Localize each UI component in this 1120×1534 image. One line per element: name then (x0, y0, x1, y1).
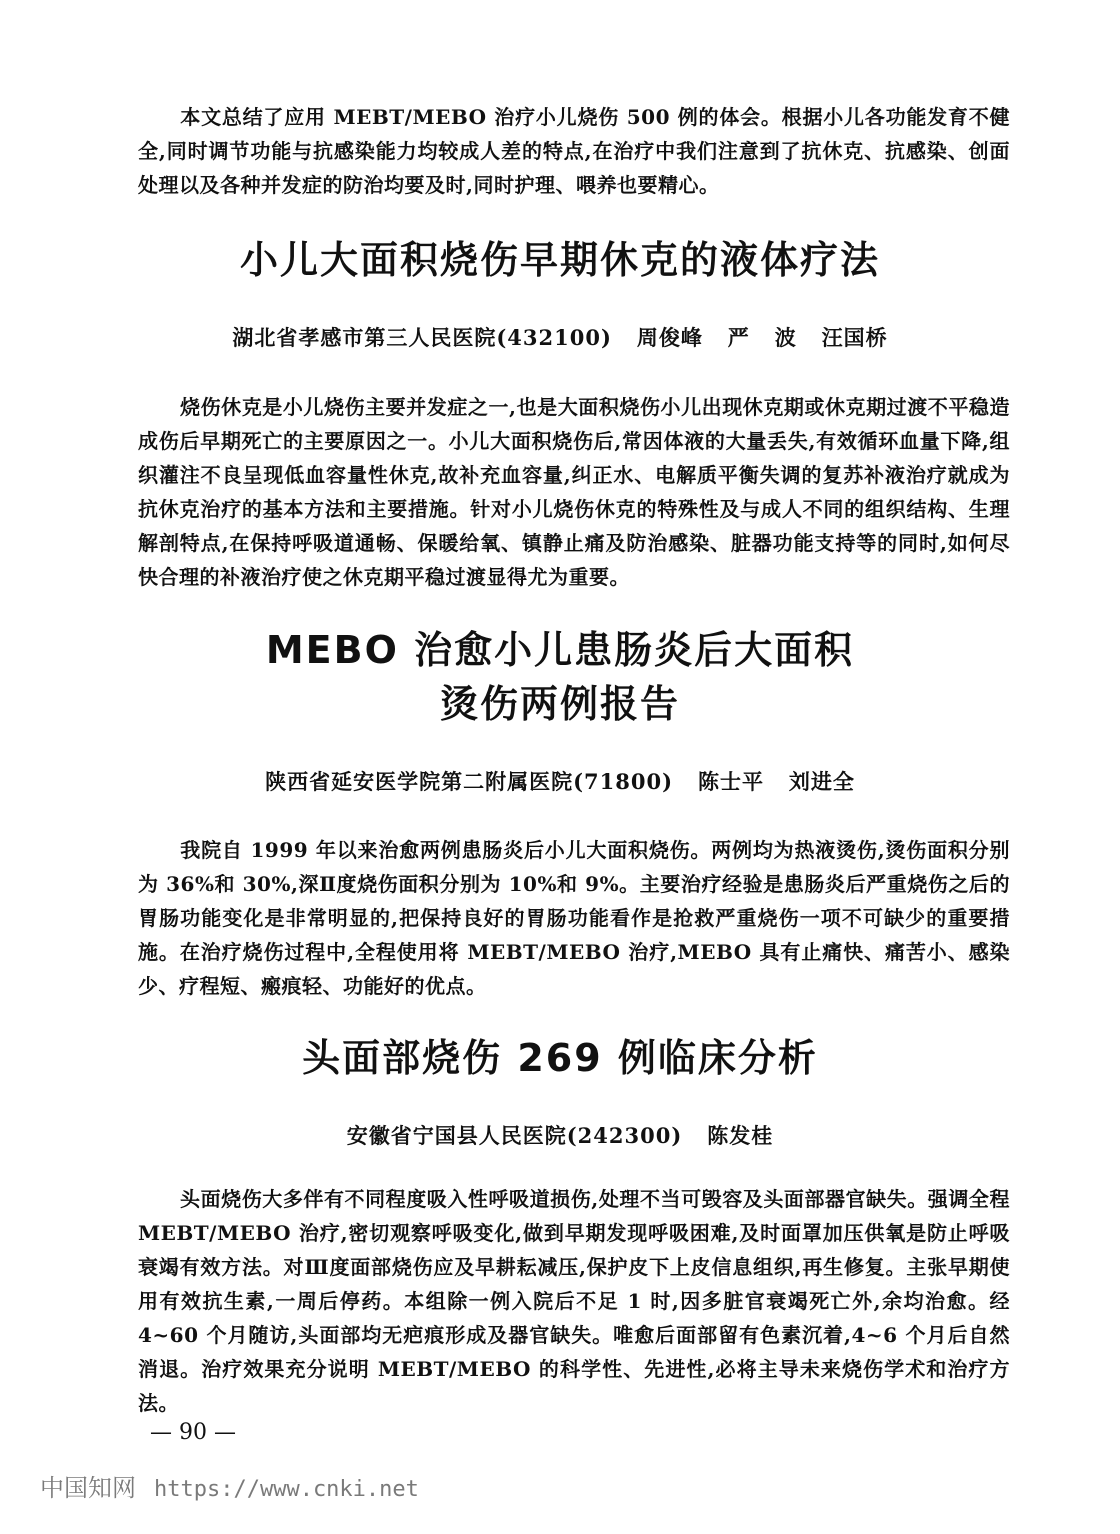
page-number: — 90 — (150, 1420, 236, 1445)
article-affiliation: 安徽省宁国县人民医院(242300) 陈发桂 (346, 1123, 774, 1148)
article-body-text: 我院自 1999 年以来治愈两例患肠炎后小儿大面积烧伤。两例均为热液烫伤,烫伤面积分别为 36%和 30%,深Ⅱ度烧伤面积分别为 10%和 9%。主要治疗经验是患肠炎后严重烧伤之后的胃肠功能变化是非常明显的,把保持良好的胃肠功能看作是抢救严重烧伤一项不可缺少的重要措施。在治疗烧伤过程中,全程使用将 MEBT/MEBO 治疗,MEBO 具有止痛快、痛苦小、感染少、疗程短、瘢痕轻、功能好的优点。 (138, 838, 1010, 998)
article-affiliation: 陕西省延安医学院第二附属医院(71800) 陈士平 刘进全 (265, 769, 855, 794)
intro-text: 本文总结了应用 MEBT/MEBO 治疗小儿烧伤 500 例的体会。根据小儿各功能发育不健全,同时调节功能与抗感染能力均较成人差的特点,在治疗中我们注意到了抗休克、抗感染、创面处理以及各种并发症的防治均要及时,同时护理、喂养也要精心。 (138, 105, 1010, 197)
article-title-line-1: MEBO 治愈小儿患肠炎后大面积 (265, 628, 855, 672)
article-affiliation: 湖北省孝感市第三人民医院(432100) 周俊峰 严 波 汪国桥 (232, 325, 888, 350)
footer-url[interactable]: https://www.cnki.net (154, 1477, 419, 1502)
article-title: 头面部烧伤 269 例临床分析 (302, 1036, 818, 1080)
footer-watermark (40, 1468, 419, 1503)
article-body-text: 烧伤休克是小儿烧伤主要并发症之一,也是大面积烧伤小儿出现休克期或休克期过渡不平稳造成伤后早期死亡的主要原因之一。小儿大面积烧伤后,常因体液的大量丢失,有效循环血量下降,组织灌注不良呈现低血容量性休克,故补充血容量,纠正水、电解质平衡失调的复苏补液治疗就成为抗休克治疗的基本方法和主要措施。针对小儿烧伤休克的特殊性及与成人不同的组织结构、生理解剖特点,在保持呼吸道通畅、保暖给氧、镇静止痛及防治感染、脏器功能支持等的同时,如何尽快合理的补液治疗使之休克期平稳过渡显得尤为重要。 (138, 395, 1010, 589)
article-body (138, 390, 1010, 594)
article-body (138, 833, 1010, 1003)
footer-brand: 中国知网 (40, 1474, 136, 1502)
intro-paragraph (138, 100, 1010, 202)
article-body (138, 1182, 1010, 1420)
article-title-line-2: 烫伤两例报告 (439, 682, 680, 726)
article-title: 小儿大面积烧伤早期休克的液体疗法 (239, 238, 880, 282)
article-body-text: 头面烧伤大多伴有不同程度吸入性呼吸道损伤,处理不当可毁容及头面部器官缺失。强调全程 MEBT/MEBO 治疗,密切观察呼吸变化,做到早期发现呼吸困难,及时面罩加压供氧是防止呼吸衰竭有效方法。对Ⅲ度面部烧伤应及早耕耘减压,保护皮下上皮信息组织,再生修复。主张早期使用有效抗生素,一周后停药。本组除一例入院后不足 1 时,因多脏官衰竭死亡外,余均治愈。经 4~60 个月随访,头面部均无疤痕形成及器官缺失。唯愈后面部留有色素沉着,4~6 个月后自然消退。治疗效果充分说明 MEBT/MEBO 的科学性、先进性,必将主导未来烧伤学术和治疗方法。 (138, 1187, 1010, 1415)
